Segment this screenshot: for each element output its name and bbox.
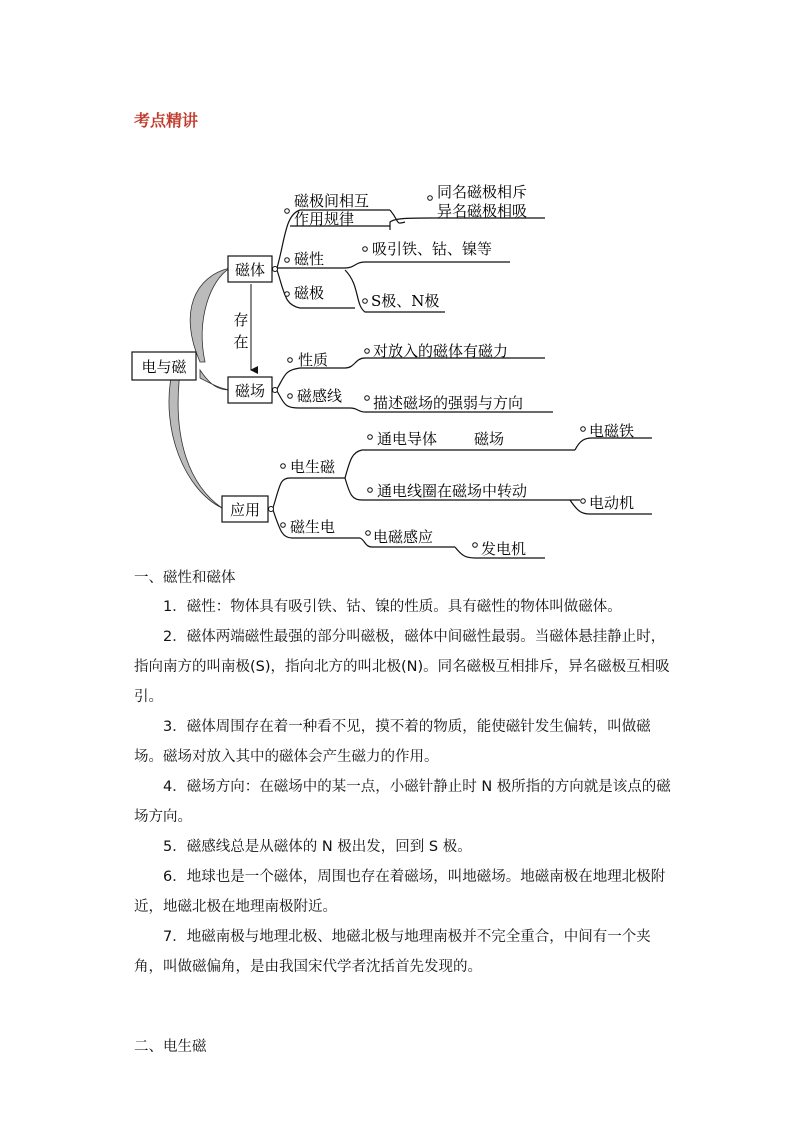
section-1-body <box>134 592 674 982</box>
section-heading: 考点精讲 <box>134 111 199 130</box>
paragraph-3: 3．磁体周围存在着一种看不见，摸不着的物质，能使磁针发生偏转，叫做磁场。磁场对放入其中的磁体会产生磁力的作用。 <box>134 719 651 765</box>
citi-label: 磁体 <box>234 261 266 279</box>
fadianji-label: 发电机 <box>481 540 527 558</box>
ganying-label: 电磁感应 <box>373 528 434 546</box>
dianshengci-label: 电生磁 <box>290 458 336 476</box>
xingzhi-dot <box>288 358 293 363</box>
cixing-dot <box>285 258 290 263</box>
cishengdian-dot <box>281 523 286 528</box>
paragraph-1: 1．磁性：物体具有吸引铁、钴、镍的性质。具有磁性的物体叫做磁体。 <box>163 599 622 615</box>
xingzhi-label: 性质 <box>298 351 329 369</box>
rule-label-2: 作用规律 <box>294 210 355 228</box>
root-label: 电与磁 <box>141 358 187 376</box>
mind-map <box>0 170 794 570</box>
rule-result-1: 同名磁极相斥 <box>437 183 528 201</box>
ciji-dot <box>285 292 290 297</box>
rule-label-1: 磁极间相互 <box>294 192 370 210</box>
diandongji-label: 电动机 <box>589 494 635 512</box>
diandongji-dot <box>581 499 586 504</box>
rule-dot <box>285 209 290 214</box>
ganying-dot <box>366 531 371 536</box>
fadianji-dot <box>473 543 478 548</box>
ciji-result-dot <box>363 299 368 304</box>
ciganxian-label: 磁感线 <box>297 387 343 405</box>
paragraph-2: 2．磁体两端磁性最强的部分叫磁极，磁体中间磁性最弱。当磁体悬挂静止时，指向南方的叫南极(S)，指向北方的叫北极(N)。同名磁极互相排斥，异名磁极互相吸引。 <box>134 629 670 705</box>
ciganxian-result-dot <box>365 396 370 401</box>
section-1-title: 一、磁性和磁体 <box>134 570 236 586</box>
paragraph-6: 6．地球也是一个磁体，周围也存在着磁场，叫地磁场。地磁南极在地理北极附近，地磁北极在地理南极附近。 <box>134 869 666 915</box>
ciganxian-result: 描述磁场的强弱与方向 <box>373 394 524 412</box>
conductor-tail: 磁场 <box>474 430 505 448</box>
paragraph-5: 5．磁感线总是从磁体的 N 极出发，回到 S 极。 <box>163 839 472 855</box>
ciji-result: S极、N极 <box>371 292 440 310</box>
cixing-result: 吸引铁、钴、镍等 <box>372 240 493 258</box>
conductor-dot <box>368 435 373 440</box>
cixing-label: 磁性 <box>294 250 325 268</box>
coil-label: 通电线圈在磁场中转动 <box>377 482 528 500</box>
xingzhi-result: 对放入的磁体有磁力 <box>373 342 509 360</box>
section-2-title: 二、电生磁 <box>134 1039 207 1055</box>
rule-result-dot <box>428 196 433 201</box>
curve-to-cichang <box>200 370 230 390</box>
diancitie-dot <box>581 427 586 432</box>
ciganxian-dot <box>288 394 293 399</box>
yingyong-label: 应用 <box>229 501 261 519</box>
ciji-label: 磁极 <box>294 284 325 302</box>
cixing-result-dot <box>363 247 368 252</box>
curve-to-citi <box>190 268 230 362</box>
rule-result-2: 异名磁极相吸 <box>437 202 528 220</box>
paragraph-7: 7．地磁南极与地理北极、地磁北极与地理南极并不完全重合，中间有一个夹角，叫做磁偏角，是由我国宋代学者沈括首先发现的。 <box>134 929 651 975</box>
cichang-label: 磁场 <box>234 382 266 400</box>
conductor-label: 通电导体 <box>377 430 438 448</box>
cunzai-label-1: 存 <box>233 311 249 329</box>
coil-dot <box>368 488 373 493</box>
paragraph-4: 4．磁场方向：在磁场中的某一点，小磁针静止时 N 极所指的方向就是该点的磁场方向。 <box>134 779 671 825</box>
dianshengci-dot <box>281 464 286 469</box>
cunzai-label-2: 在 <box>233 333 249 351</box>
cishengdian-label: 磁生电 <box>290 518 336 536</box>
xingzhi-result-dot <box>365 349 370 354</box>
curve-to-yingyong <box>169 372 222 508</box>
diancitie-label: 电磁铁 <box>589 422 635 440</box>
